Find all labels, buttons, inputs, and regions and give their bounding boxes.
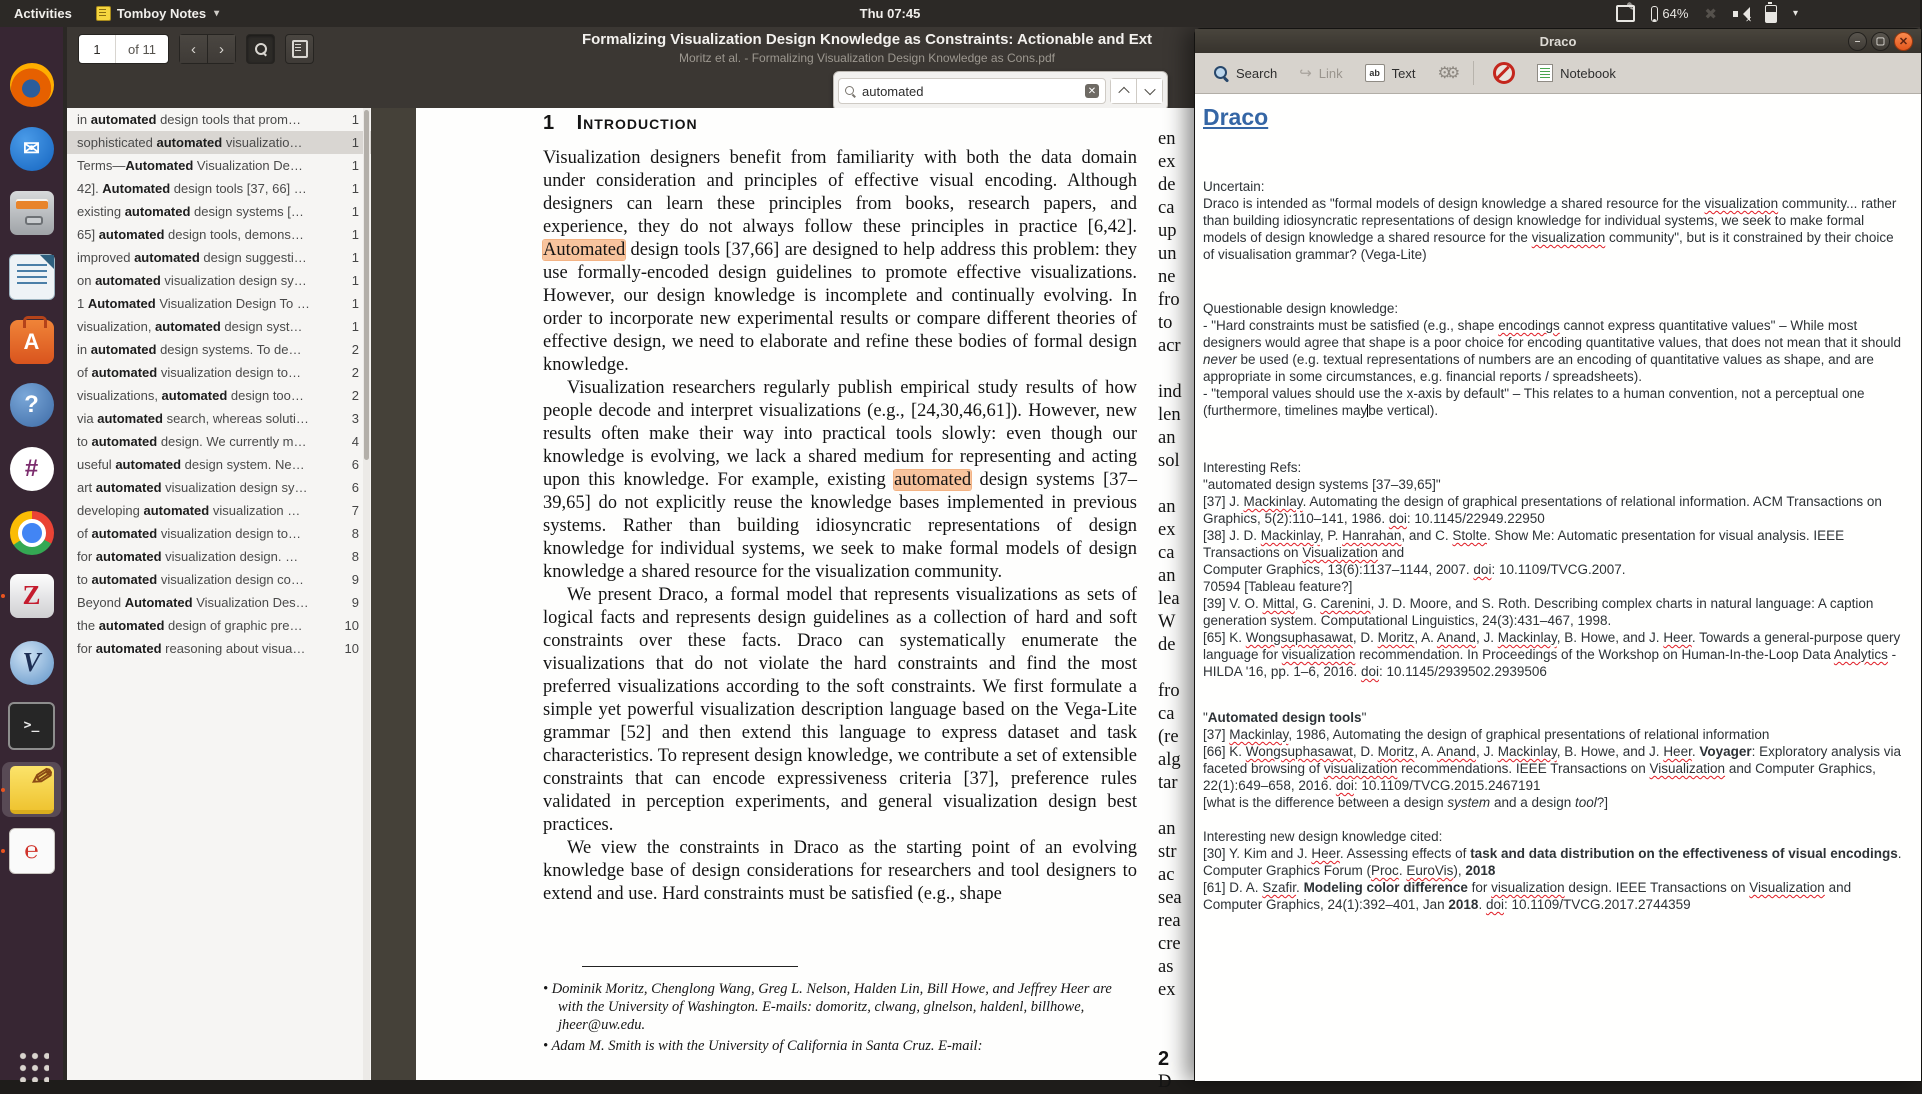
note-line: [what is the difference between a design system and a design tool?] [1203, 795, 1609, 810]
footnotes [543, 980, 1137, 1054]
note-line: - "temporal values should use the x-axis by default" – This relates to a human convention, not a perceptual one (furthermore, timelines maybe vertical). [1203, 386, 1865, 418]
note-editor[interactable] [1195, 94, 1921, 1081]
slack-icon: # [10, 447, 54, 491]
software-center-icon: A [10, 320, 54, 364]
tomboy-notes-icon [10, 766, 54, 814]
find-previous-button[interactable] [1111, 79, 1136, 103]
gears-icon: ⚙⚙ [1437, 65, 1455, 82]
search-result-item[interactable]: of automated visualization design to… 2 [77, 365, 359, 380]
find-bar [833, 71, 1168, 111]
clipped-line: str [1158, 842, 1177, 862]
result-page-number: 1 [351, 227, 359, 242]
dock-item-file-manager[interactable] [8, 189, 55, 236]
clipped-line: up [1158, 221, 1177, 241]
dock-item-chrome[interactable] [8, 509, 55, 556]
app-menu[interactable] [86, 6, 229, 21]
dock-item-help[interactable] [8, 381, 55, 428]
note-line: [66] K. Wongsuphasawat, D. Moritz, A. Anand, J. Mackinlay, B. Howe, and J. Heer. Voyager: Exploratory analysis via faceted browsing of visualization recommendations. IEEE Transactions on Visualization and Computer Graphics, 22(1):649–658, 2016. doi: 10.1109/TVCG.2015.2467191 [1203, 744, 1901, 793]
battery-icon[interactable] [1765, 5, 1777, 23]
clipped-line: tar [1158, 773, 1178, 793]
clipped-line: en [1158, 129, 1176, 149]
note-edit-icon[interactable] [1616, 5, 1635, 22]
window-title: Draco [1539, 33, 1577, 49]
footnote-rule [582, 966, 798, 967]
result-page-number: 6 [351, 480, 359, 495]
body-text [543, 147, 1137, 906]
clipped-line: as [1158, 957, 1174, 977]
sidebar-scrollbar[interactable] [363, 108, 370, 1080]
dock-item-libreoffice-writer[interactable] [8, 253, 55, 300]
delete-note-button[interactable] [1484, 56, 1524, 90]
dock-item-slack[interactable] [8, 445, 55, 492]
caret-down-icon[interactable]: ▾ [1792, 8, 1798, 19]
note-line: [39] V. O. Mittal, G. Carenini, J. D. Moore, and S. Roth. Describing complex charts in natural language: A caption generation system. Computational Linguistics, 24(3):431–467, 1998. [1203, 596, 1874, 628]
help-icon: ? [10, 383, 54, 427]
clipped-line: fro [1158, 681, 1180, 701]
app-menu-label: Tomboy Notes [116, 6, 207, 21]
chevron-down-icon: ▾ [214, 8, 220, 19]
search-result-item[interactable]: visualization, automated design syst… 1 [77, 319, 359, 334]
clipped-line: de [1158, 175, 1176, 195]
clipped-line: fro [1158, 290, 1180, 310]
search-result-item[interactable]: existing automated design systems [… 1 [77, 204, 359, 219]
result-page-number: 10 [344, 641, 359, 656]
search-result-item[interactable]: Beyond Automated Visualization Des… 9 [77, 595, 359, 610]
search-button[interactable]: Search [1205, 60, 1286, 87]
note-line: Draco is intended as "formal models of design knowledge a shared resource for the visualization community... rather than building idiosyncratic representations of design knowledge for individual systems, we seek to make formal models of design knowledge a shared resource for the visualization community", but is it constrained by their choice of visualisation grammar? (Vega-Lite) [1203, 196, 1897, 262]
clipped-line: sea [1158, 888, 1182, 908]
result-page-number: 1 [351, 250, 359, 265]
find-button[interactable] [246, 34, 275, 64]
search-result-item[interactable]: for automated reasoning about visua… 10 [77, 641, 359, 656]
clear-search-icon[interactable]: ✕ [1085, 84, 1099, 98]
dock-item-firefox[interactable] [8, 61, 55, 108]
result-page-number: 2 [351, 388, 359, 403]
search-result-item[interactable]: to automated visualization design co… 9 [77, 572, 359, 587]
clipped-line: de [1158, 635, 1176, 655]
libreoffice-writer-icon [9, 254, 55, 300]
clipped-line: cre [1158, 934, 1181, 954]
note-line: Computer Graphics, 13(6):1137–1144, 2007. doi: 10.1109/TVCG.2007. [1203, 562, 1626, 577]
clipped-line: sol [1158, 451, 1180, 471]
search-result-item[interactable]: for automated visualization design. … 8 [77, 549, 359, 564]
activities-button[interactable]: Activities [14, 6, 72, 21]
clipped-line: an [1158, 566, 1176, 586]
top-bar [0, 0, 1920, 27]
note-block[interactable] [1203, 459, 1905, 680]
search-icon [845, 86, 856, 97]
system-indicators[interactable] [1616, 0, 1920, 27]
result-page-number: 1 [351, 296, 359, 311]
clipped-line: ex [1158, 152, 1176, 172]
result-page-number: 9 [351, 572, 359, 587]
side-pane-icon [292, 40, 308, 58]
result-page-number: 1 [351, 158, 359, 173]
paragraph: Visualization designers benefit from familiarity with both the data domain under consideration and principles of effective visual encoding. Although designers can learn these principles from books, research papers, and experience, they do not always follow these principles in practice [6,42]. Automated design tools [37,66] are designed to help address this problem: they use formally-encoded design guidelines to promote effective visualizations. However, our design knowledge is incomplete and continually evolving. In order to incorporate new experimental results or compare different theories of effective design, we need to elaborate and refine these bodies of formal design knowledge. [543, 148, 1137, 375]
search-icon [1214, 66, 1229, 81]
thunderbird-icon: ✉ [10, 127, 54, 171]
result-page-number: 8 [351, 549, 359, 564]
search-result-item[interactable]: Terms—Automated Visualization De… 1 [77, 158, 359, 173]
dock-item-software-center[interactable] [8, 318, 55, 365]
search-result-item[interactable]: the automated design of graphic pre… 10 [77, 618, 359, 633]
dock-item-tomboy-notes[interactable] [8, 766, 55, 813]
text-button[interactable]: ab Text [1356, 58, 1425, 88]
dock-item-globe-app[interactable] [8, 639, 55, 686]
chrome-icon [10, 511, 54, 555]
clipped-line: D [1158, 1072, 1172, 1092]
search-result-item[interactable]: in automated design systems. To de… 2 [77, 342, 359, 357]
document-filename: Moritz et al. - Formalizing Visualization Design Knowledge as Cons.pdf [679, 51, 1055, 65]
note-block[interactable] [1203, 300, 1905, 419]
clipped-line: ca [1158, 543, 1175, 563]
note-block[interactable] [1203, 178, 1905, 263]
footnote: • Dominik Moritz, Chenglong Wang, Greg L. Nelson, Halden Lin, Bill Howe, and Jeffrey Heer are with the University of Washington. E-mails: domoritz, clwang, glnelson, haldenl, billhowe, jheer@uw.edu. [543, 981, 1112, 1033]
result-page-number: 6 [351, 457, 359, 472]
clipped-line: an [1158, 819, 1176, 839]
note-line: [38] J. D. Mackinlay, P. Hanrahan, and C. Stolte. Show Me: Automatic presentation for visual analysis. IEEE Transactions on Visualization and [1203, 528, 1845, 560]
clipped-line: ca [1158, 704, 1175, 724]
result-page-number: 8 [351, 526, 359, 541]
next-page-button[interactable]: › [207, 35, 235, 63]
note-block[interactable] [1203, 709, 1905, 811]
note-line: Interesting Refs: [1203, 460, 1302, 475]
tomboy-toolbar [1195, 53, 1921, 94]
note-line: 70594 [Tableau feature?] [1203, 579, 1353, 594]
result-page-number: 1 [351, 181, 359, 196]
page-total-label: of 11 [115, 35, 168, 63]
note-line: "Automated design tools" [1203, 710, 1367, 725]
note-body[interactable] [1203, 178, 1905, 913]
footnote: • Adam M. Smith is with the University of California in Santa Cruz. E-mail: [543, 1038, 983, 1054]
result-page-number: 1 [351, 204, 359, 219]
find-input[interactable] [838, 78, 1106, 104]
volume-muted-icon[interactable]: ✕ [1733, 7, 1749, 21]
result-page-number: 10 [344, 618, 359, 633]
launcher-dock [0, 27, 63, 1080]
side-pane-button[interactable] [285, 34, 314, 64]
tools-button[interactable] [1428, 57, 1463, 89]
link-icon: ↪ [1299, 65, 1312, 82]
file-manager-icon [10, 191, 54, 235]
dock-item-terminal[interactable] [8, 702, 55, 749]
search-results-list [67, 108, 371, 660]
find-query: automated [862, 83, 924, 99]
terminal-icon: >_ [8, 702, 55, 750]
dim-status-icon[interactable]: ✖ [1704, 5, 1717, 23]
find-next-button[interactable] [1136, 79, 1162, 103]
previous-page-button[interactable]: ‹ [180, 35, 207, 63]
page-background [371, 108, 416, 1080]
search-result-item[interactable]: of automated visualization design to… 8 [77, 526, 359, 541]
link-button[interactable]: ↪ Link [1299, 65, 1343, 82]
dock-item-document-viewer[interactable] [8, 827, 55, 874]
note-line: "automated design systems [37–39,65]" [1203, 477, 1441, 492]
dock-item-zotero[interactable] [8, 572, 55, 619]
search-result-item[interactable]: via automated search, whereas soluti… 3 [77, 411, 359, 426]
clipped-line: ex [1158, 980, 1176, 1000]
page-number-widget[interactable] [78, 34, 169, 64]
result-page-number: 1 [351, 319, 359, 334]
result-page-number: 2 [351, 342, 359, 357]
note-line: [30] Y. Kim and J. Heer. Assessing effects of task and data distribution on the effectiveness of visual encodings. Computer Graphics Forum (Proc. EuroVis), 2018 [1203, 846, 1902, 878]
document-title: Formalizing Visualization Design Knowledge as Constraints: Actionable and Ext [581, 31, 1153, 48]
search-result-item[interactable]: on automated visualization design sy… 1 [77, 273, 359, 288]
clipped-line: ne [1158, 267, 1176, 287]
note-line: Uncertain: [1203, 179, 1265, 194]
clock[interactable]: Thu 07:45 [859, 6, 921, 21]
clipped-line: acr [1158, 336, 1181, 356]
tomboy-app-icon [96, 6, 111, 21]
clipped-line: W [1158, 612, 1176, 632]
maximize-button[interactable]: ▢ [1871, 32, 1890, 51]
note-block[interactable] [1203, 828, 1905, 913]
result-page-number: 9 [351, 595, 359, 610]
section-2-number: 2 [1158, 1048, 1170, 1070]
text-format-icon: ab [1365, 64, 1385, 82]
clipped-line: ac [1158, 865, 1175, 885]
notebook-icon [1537, 64, 1553, 82]
result-page-number: 1 [351, 112, 359, 127]
search-result-item[interactable]: visualizations, automated design too… 2 [77, 388, 359, 403]
clipped-line: to [1158, 313, 1173, 333]
toolbar-separator [1473, 61, 1474, 85]
section-heading: 1 Introduction [543, 112, 698, 134]
show-applications-icon [15, 1048, 49, 1082]
page-number-input[interactable]: 1 [93, 41, 101, 57]
tomboy-window [1194, 28, 1922, 1082]
delete-icon [1493, 62, 1515, 84]
clipped-line: un [1158, 244, 1177, 264]
document-viewer-icon: ℮ [9, 828, 55, 874]
zotero-icon: Z [10, 574, 54, 618]
result-page-number: 2 [351, 365, 359, 380]
search-results-sidebar [67, 108, 371, 1080]
result-page-number: 4 [351, 434, 359, 449]
clipped-line: (re [1158, 727, 1179, 747]
note-line: [65] K. Wongsuphasawat, D. Moritz, A. Anand, J. Mackinlay, B. Howe, and J. Heer. Towards a general-purpose query language for visualization recommendation. In Proceedings of the Workshop on Human-In-the-Loop Data Analytics - HILDA '16, pp. 1–6, 2016. doi: 10.1145/2939502.2939506 [1203, 630, 1901, 679]
clipped-line: len [1158, 405, 1181, 425]
globe-app-icon: V [10, 641, 54, 685]
clipped-line: ind [1158, 382, 1182, 402]
note-line: Interesting new design knowledge cited: [1203, 829, 1443, 844]
note-line: [37] J. Mackinlay. Automating the design of graphical presentations of relational information. ACM Transactions on Graphics, 5(2):110–141, 1986. doi: 10.1145/22949.22950 [1203, 494, 1882, 526]
search-icon [255, 43, 267, 55]
tomboy-title-bar[interactable] [1195, 29, 1921, 53]
note-line: [61] D. A. Szafir. Modeling color difference for visualization design. IEEE Transactions on Visualization and Computer Graphics, 24(1):392–401, Jan 2018. doi: 10.1109/TVCG.2017.2744359 [1203, 880, 1852, 912]
search-result-item[interactable]: art automated visualization design sy… 6 [77, 480, 359, 495]
result-page-number: 7 [351, 503, 359, 518]
note-line: - "Hard constraints must be satisfied (e.g., shape encodings cannot express quantitative values" – While most designers would agree that shape is a poor choice for encoding quantitative values, that does not mean that it should never be used (e.g. textual representations of numbers are an encoding of quantitative values as shape, and are appropriate in some circumstances, e.g. financial reports / spreadsheets). [1203, 318, 1901, 384]
clipped-line: alg [1158, 750, 1181, 770]
search-result-item[interactable]: 42]. Automated design tools [37, 66] … 1 [77, 181, 359, 196]
result-page-number: 3 [351, 411, 359, 426]
clipped-line: rea [1158, 911, 1181, 931]
minimize-button[interactable]: – [1848, 32, 1867, 51]
show-applications-button[interactable] [8, 1041, 55, 1088]
battery-percent: 64% [1662, 6, 1689, 21]
clipped-line: ca [1158, 198, 1175, 218]
dock-item-thunderbird[interactable] [8, 125, 55, 172]
note-title-link[interactable]: Draco [1203, 104, 1269, 130]
search-result-item[interactable]: developing automated visualization … 7 [77, 503, 359, 518]
clipped-line: an [1158, 428, 1176, 448]
notebook-button[interactable]: Notebook [1528, 58, 1625, 88]
search-result-item[interactable]: to automated design. We currently m… 4 [77, 434, 359, 449]
paragraph: Visualization researchers regularly publish empirical study results of how people decode and interpret visualizations (e.g., [24,30,46,61]). However, new results often make their way into practical tools slowly: even though our knowledge is evolving, we lack a shared medium for representing and acting upon this knowledge. For example, existing automated design systems [37–39,65] do not explicitly reuse the knowledge bases implemented in previous systems. Rather than building idiosyncratic representations of design knowledge for individual systems, we seek to make formal models of design knowledge a shared resource for the visualization community. [543, 378, 1137, 582]
search-result-item[interactable]: 65] automated design tools, demons… 1 [77, 227, 359, 242]
close-button[interactable]: ✕ [1894, 32, 1913, 51]
clipped-line: an [1158, 497, 1176, 517]
note-line: Questionable design knowledge: [1203, 301, 1399, 316]
note-line: [37] Mackinlay, 1986, Automating the design of graphical presentations of relational information [1203, 727, 1770, 742]
thermometer-icon [1651, 6, 1658, 22]
search-result-item[interactable]: in automated design tools that prom… 1 [77, 112, 359, 127]
result-page-number: 1 [351, 273, 359, 288]
search-result-item[interactable]: improved automated design suggesti… 1 [77, 250, 359, 265]
clipped-line: lea [1158, 589, 1180, 609]
search-result-item[interactable]: useful automated design system. Ne… 6 [77, 457, 359, 472]
search-result-item[interactable]: sophisticated automated visualizatio… 1 [67, 131, 371, 154]
result-page-number: 1 [351, 135, 359, 150]
paragraph: We view the constraints in Draco as the starting point of an evolving knowledge base of design considerations for researchers and tool designers to extend and use. Hard constraints must be satisfied (e.g., shape [543, 838, 1137, 904]
paragraph: We present Draco, a formal model that represents visualizations as sets of logical facts and represents design guidelines as a collection of hard and soft constraints over these facts. Draco can systematically enumerate the visualizations that do not violate the hard constraints and find the most preferred visualizations according to the soft constraints. We first formulate a simple yet powerful visualization description language based on the Vega-Lite grammar [52] and then extend this language to express dataset and task characteristics. To represent design knowledge, we contribute a set of extensible constraints that can encode expressiveness criteria [37], preference rules validated in perception experiments, and general visualization design best practices. [543, 585, 1137, 835]
search-result-item[interactable]: 1 Automated Visualization Design To … 1 [77, 296, 359, 311]
clipped-line: ex [1158, 520, 1176, 540]
firefox-icon [10, 63, 54, 107]
